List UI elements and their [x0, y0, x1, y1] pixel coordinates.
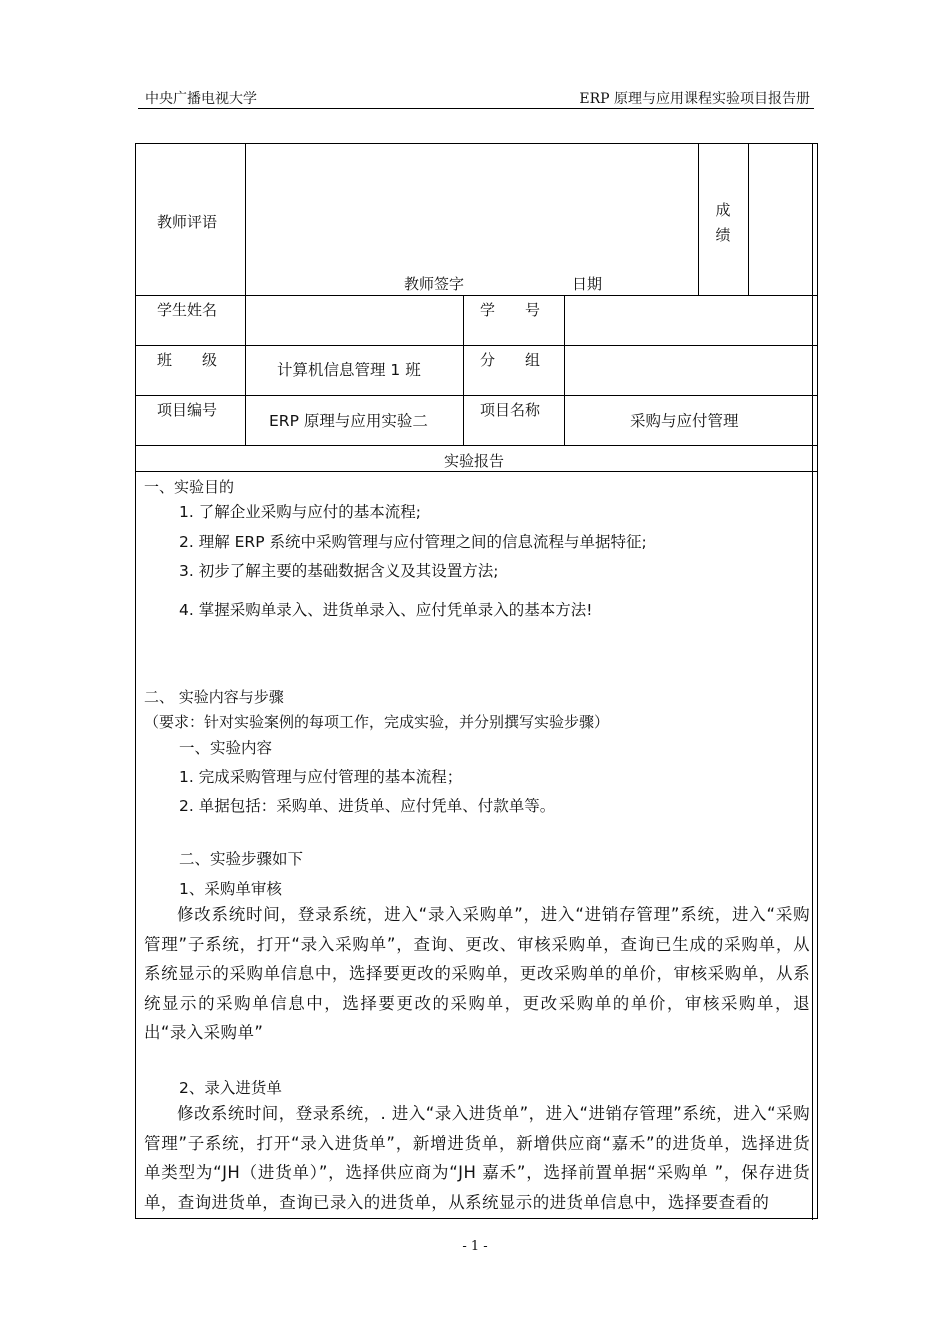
date-label: 日期 — [572, 275, 603, 293]
project-name-label: 项目名称 — [480, 401, 541, 419]
col-divider — [245, 144, 246, 445]
report-table — [135, 143, 818, 1219]
step1-text: 修改系统时间，登录系统，进入“录入采购单”，进入“进销存管理”系统，进入“采购管理”子系统，打开“录入采购单”，查询、更改、审核采购单，查询已生成的采购单，从系统显示的采购单信息中，选择要更改的采购单，更改采购单的单价，审核采购单，从系统显示的采购单信息中，选择要更改的采购单，更改采购单的单价，审核采购单，退出“录入采购单” — [144, 905, 810, 1042]
header-right: ERP 原理与应用课程实验项目报告册 — [579, 91, 810, 107]
student-name-label: 学生姓名 — [157, 301, 218, 319]
col-divider — [463, 295, 464, 445]
objective-item: 2. 理解 ERP 系统中采购管理与应付管理之间的信息流程与单据特征; — [179, 533, 647, 551]
header-left: 中央广播电视大学 — [145, 91, 257, 107]
col-divider — [748, 144, 749, 295]
teacher-sign-label: 教师签字 — [404, 275, 465, 293]
step2-text: 修改系统时间，登录系统，. 进入“录入进货单”，进入“进销存管理”系统，进入“采购管理”子系统，打开“录入进货单”，新增进货单，新增供应商“嘉禾”的进货单，选择进货单类型为“JH（进货单）”，选择供应商为“JH 嘉禾”，选择前置单据“采购单 ”，保存进货单，查询进货单，查询已录入的进货单，从系统显示的进货单信息中，选择要查看的 — [144, 1104, 810, 1212]
section-objectives — [144, 476, 809, 497]
header-rule — [138, 108, 814, 109]
col-divider — [698, 144, 699, 295]
objective-item: 3. 初步了解主要的基础数据含义及其设置方法; — [179, 562, 499, 580]
row-divider — [136, 445, 817, 446]
row-divider — [136, 295, 817, 296]
group-label: 分 组 — [480, 351, 541, 369]
step1-title: 1、采购单审核 — [179, 880, 282, 898]
content-item: 1. 完成采购管理与应付管理的基本流程； — [179, 768, 463, 786]
row-divider — [136, 345, 817, 346]
row-divider — [136, 471, 817, 472]
report-title: 实验报告 — [443, 452, 504, 470]
project-no-label: 项目编号 — [157, 401, 218, 419]
project-no-value: ERP 原理与应用实验二 — [269, 412, 428, 430]
content-item: 2. 单据包括：采购单、进货单、应付凭单、付款单等。 — [179, 797, 556, 815]
teacher-comment-label: 教师评语 — [157, 213, 218, 231]
row-divider — [136, 395, 817, 396]
student-id-label: 学 号 — [480, 301, 541, 319]
project-name-value: 采购与应付管理 — [630, 412, 739, 430]
page-number: - 1 - — [462, 1239, 488, 1254]
section2-title: 二、 实验内容与步骤 — [144, 688, 284, 706]
grade-label: 成绩 — [715, 201, 731, 244]
objective-item: 4. 掌握采购单录入、进货单录入、应付凭单录入的基本方法! — [179, 601, 593, 619]
step2-title: 2、录入进货单 — [179, 1079, 282, 1097]
col-divider — [564, 295, 565, 445]
inner-right-border — [812, 144, 813, 1220]
content-title: 一、实验内容 — [179, 739, 273, 757]
class-value: 计算机信息管理 1 班 — [277, 361, 421, 379]
section2-requirement: （要求：针对实验案例的每项工作，完成实验，并分别撰写实验步骤） — [144, 713, 610, 731]
class-label: 班 级 — [157, 351, 218, 369]
section1-title: 一、实验目的 — [144, 478, 235, 496]
steps-title: 二、实验步骤如下 — [179, 850, 304, 868]
objective-item: 1. 了解企业采购与应付的基本流程; — [179, 503, 421, 521]
